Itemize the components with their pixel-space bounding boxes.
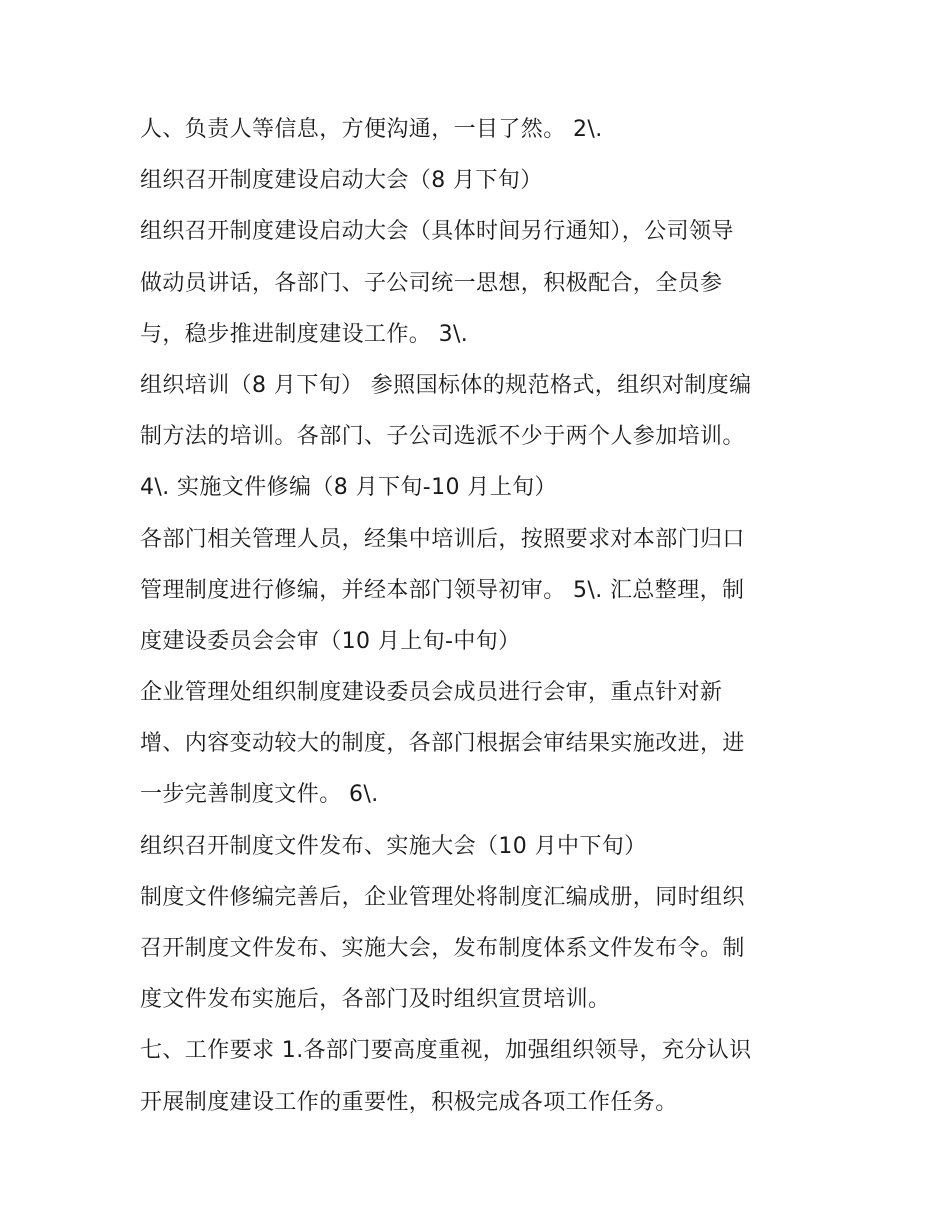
text-line: 与，稳步推进制度建设工作。 3\. <box>140 321 469 347</box>
text-line: 企业管理处组织制度建设委员会成员进行会审，重点针对新 <box>140 680 723 706</box>
text-line: 增、内容变动较大的制度，各部门根据会审结果实施改进，进 <box>140 731 745 757</box>
text-line: 召开制度文件发布、实施大会，发布制度体系文件发布令。制 <box>140 936 745 961</box>
text-line: 做动员讲话，各部门、子公司统一思想，积极配合，全员参 <box>140 270 723 296</box>
section-heading: 组织召开制度建设启动大会（8 月下旬） <box>140 168 543 194</box>
text-line: 人、负责人等信息，方便沟通，一目了然。 2\. <box>140 117 603 142</box>
section-heading: 4\. 实施文件修编（8 月下旬-10 月上旬） <box>140 475 557 501</box>
text-line: 管理制度进行修编，并经本部门领导初审。 5\. 汇总整理，制 <box>140 577 745 603</box>
text-line: 制度文件修编完善后，企业管理处将制度汇编成册，同时组织 <box>140 884 745 910</box>
text-line: 制方法的培训。各部门、子公司选派不少于两个人参加培训。 <box>140 424 745 450</box>
text-line: 组织培训（8 月下旬） 参照国标体的规范格式，组织对制度编 <box>140 372 752 398</box>
section-heading: 七、工作要求 1.各部门要高度重视，加强组织领导，充分认识 <box>140 1038 752 1064</box>
text-line: 一步完善制度文件。 6\. <box>140 782 379 808</box>
document-body <box>140 104 820 1128</box>
text-line: 各部门相关管理人员，经集中培训后，按照要求对本部门归口 <box>140 526 745 552</box>
text-line: 组织召开制度建设启动大会（具体时间另行通知），公司领导 <box>140 219 734 245</box>
text-line: 开展制度建设工作的重要性，积极完成各项工作任务。 <box>140 1089 678 1115</box>
section-heading: 组织召开制度文件发布、实施大会（10 月中下旬） <box>140 833 647 859</box>
text-line: 度文件发布实施后，各部门及时组织宣贯培训。 <box>140 987 611 1013</box>
text-line: 度建设委员会会审（10 月上旬-中旬） <box>140 628 521 654</box>
